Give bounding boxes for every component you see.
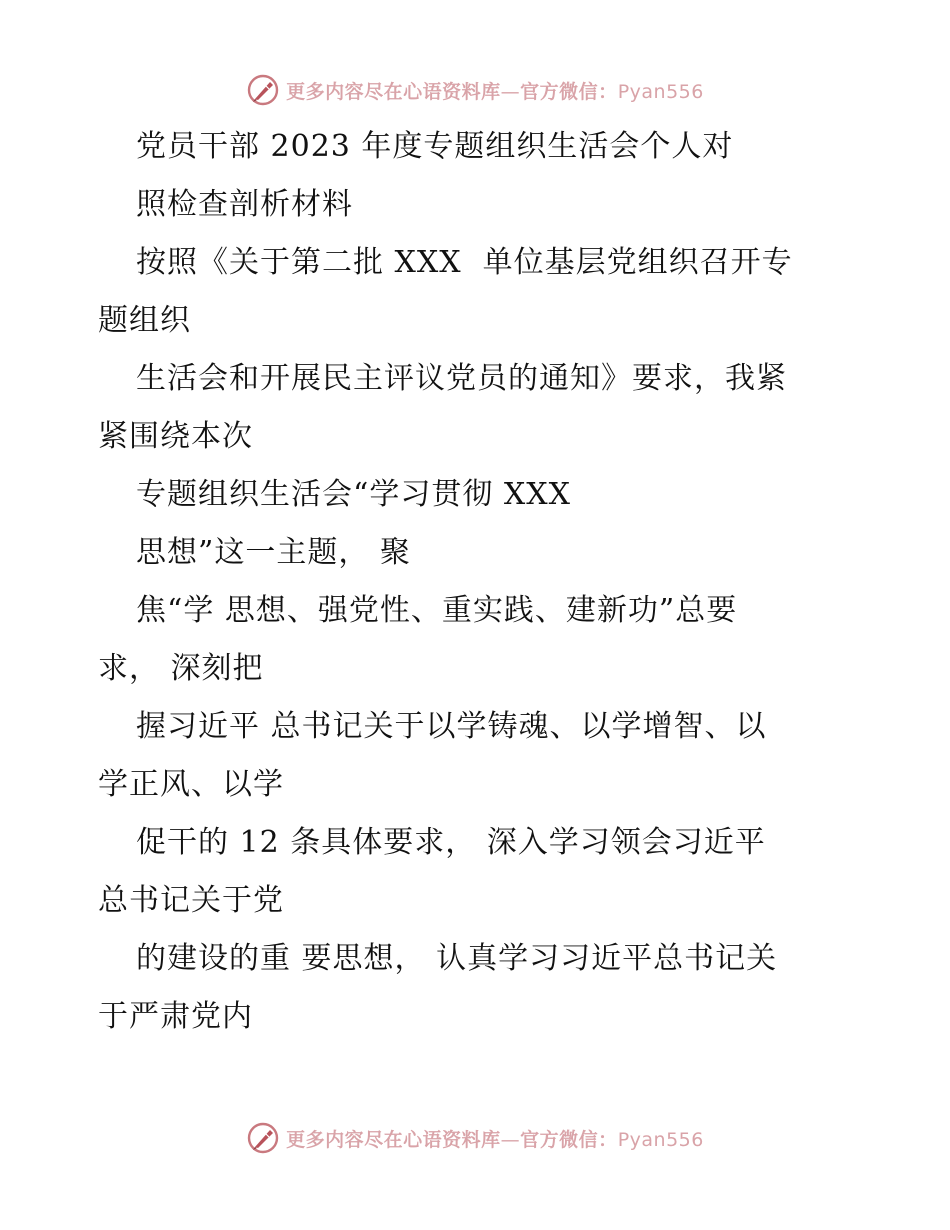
doc-line-12: 学正风、以学 xyxy=(98,767,284,802)
doc-line-7: 专题组织生活会“学习贯彻 XXX xyxy=(136,477,571,512)
separator: — xyxy=(500,80,521,103)
footer-banner xyxy=(0,1118,950,1158)
quill-pen-seal-icon xyxy=(246,1121,280,1155)
doc-line-3: 按照《关于第二批 XXX 单位基层党组织召开专 xyxy=(136,245,793,280)
doc-line-6: 紧围绕本次 xyxy=(98,419,253,454)
wechat-label: 官方微信： xyxy=(520,80,618,103)
doc-line-16: 于严肃党内 xyxy=(98,999,253,1034)
doc-line-10: 求， 深刻把 xyxy=(98,651,264,686)
header-banner xyxy=(0,70,950,110)
wechat-id: Pyan556 xyxy=(617,1128,704,1151)
doc-line-1: 党员干部 2023 年度专题组织生活会个人对 xyxy=(136,129,734,164)
doc-line-9: 焦“学 思想、强党性、重实践、建新功”总要 xyxy=(136,593,738,628)
brand-text: 更多内容尽在心语资料库 xyxy=(286,80,501,103)
footer-banner-text xyxy=(286,1125,704,1152)
doc-line-5: 生活会和开展民主评议党员的通知》要求，我紧 xyxy=(136,361,787,396)
wechat-label: 官方微信： xyxy=(520,1128,618,1151)
doc-line-2: 照检查剖析材料 xyxy=(136,187,353,222)
doc-line-8: 思想”这一主题， 聚 xyxy=(136,535,411,570)
document-body xyxy=(98,118,858,1046)
doc-line-13: 促干的 12 条具体要求， 深入学习领会习近平 xyxy=(136,825,766,860)
separator: — xyxy=(500,1128,521,1151)
doc-line-11: 握习近平 总书记关于以学铸魂、以学增智、以 xyxy=(136,709,767,744)
doc-line-14: 总书记关于党 xyxy=(98,883,284,918)
header-banner-text xyxy=(286,77,704,104)
wechat-id: Pyan556 xyxy=(617,80,704,103)
brand-text: 更多内容尽在心语资料库 xyxy=(286,1128,501,1151)
quill-pen-seal-icon xyxy=(246,73,280,107)
doc-line-15: 的建设的重 要思想， 认真学习习近平总书记关 xyxy=(136,941,778,976)
doc-line-4: 题组织 xyxy=(98,303,191,338)
